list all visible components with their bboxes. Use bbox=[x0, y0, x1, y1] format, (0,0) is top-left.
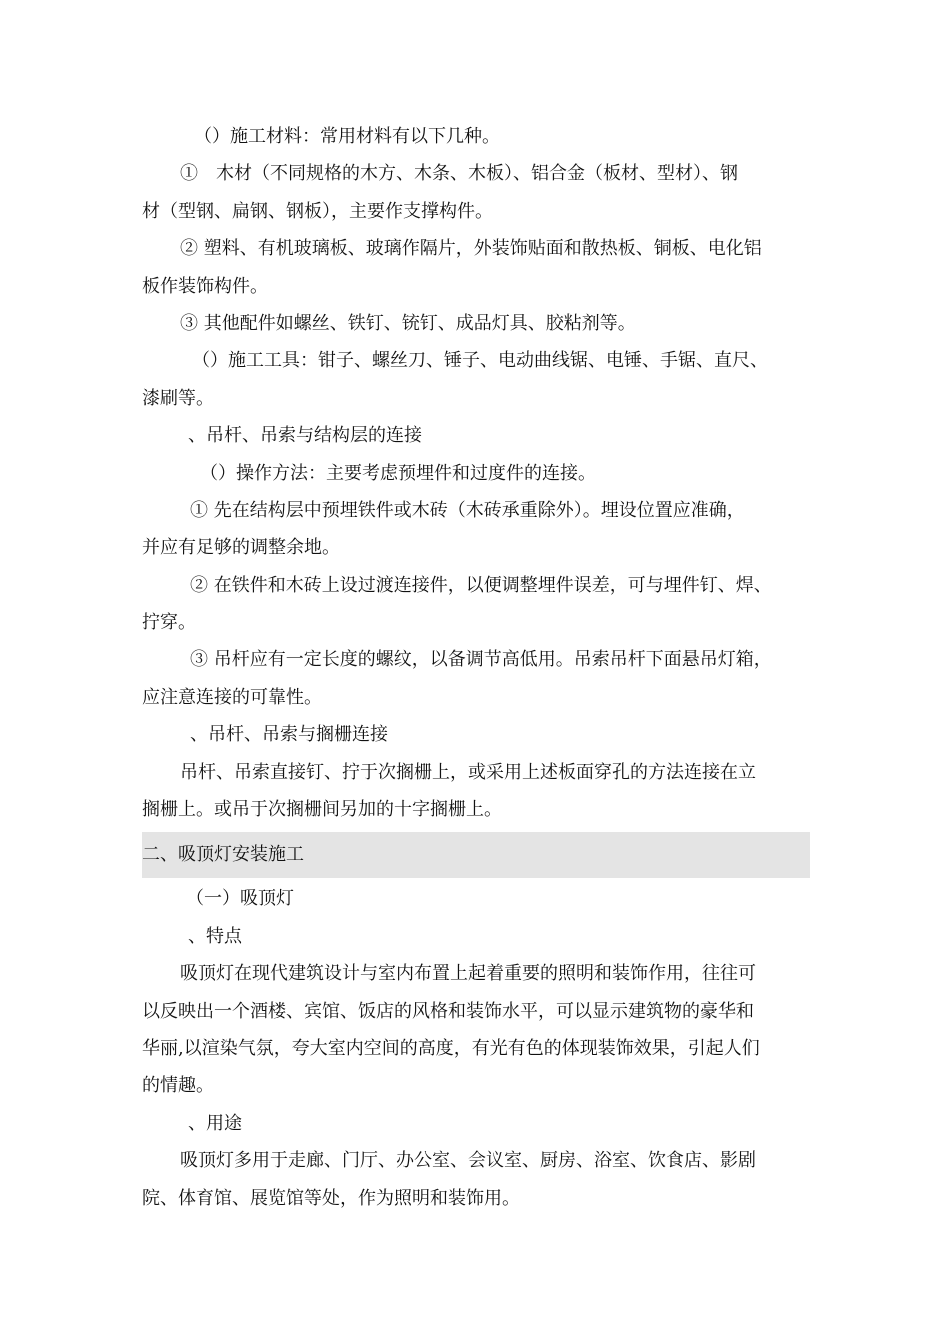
text-line: ③ 吊杆应有一定长度的螺纹，以备调节高低用。吊索吊杆下面悬吊灯箱， bbox=[190, 649, 772, 671]
section-heading: 二、吸顶灯安装施工 bbox=[142, 832, 810, 878]
text-line: ① 木材（不同规格的木方、木条、木板）、铝合金（板材、型材）、钢 bbox=[180, 163, 738, 185]
text-line: 漆刷等。 bbox=[142, 387, 214, 409]
text-line: 、用途 bbox=[188, 1112, 242, 1134]
text-line: ② 在铁件和木砖上设过渡连接件，以便调整埋件误差，可与埋件钉、焊、 bbox=[190, 574, 772, 596]
section-one-block bbox=[142, 118, 810, 828]
text-line: （一）吸顶灯 bbox=[186, 888, 294, 910]
text-line: 搁栅上。或吊于次搁栅间另加的十字搁栅上。 bbox=[142, 799, 502, 821]
text-line: 华丽,以渲染气氛，夸大室内空间的高度，有光有色的体现装饰效果，引起人们 bbox=[142, 1037, 760, 1059]
text-line: 的情趣。 bbox=[142, 1075, 214, 1097]
text-line: 、特点 bbox=[188, 925, 242, 947]
text-line: ① 先在结构层中预埋铁件或木砖（木砖承重除外）。埋设位置应准确， bbox=[190, 499, 745, 521]
text-line: 拧穿。 bbox=[142, 612, 196, 634]
text-line: 、吊杆、吊索与搁栅连接 bbox=[190, 724, 388, 746]
text-line: 吊杆、吊索直接钉、拧于次搁栅上，或采用上述板面穿孔的方法连接在立 bbox=[180, 761, 756, 783]
text-line: 吸顶灯在现代建筑设计与室内布置上起着重要的照明和装饰作用，往往可 bbox=[180, 963, 756, 985]
text-line: 、吊杆、吊索与结构层的连接 bbox=[188, 425, 422, 447]
text-line: 应注意连接的可靠性。 bbox=[142, 686, 322, 708]
text-line: 吸顶灯多用于走廊、门厅、办公室、会议室、厨房、浴室、饮食店、影剧 bbox=[180, 1150, 756, 1172]
text-line: 材（型钢、扁钢、钢板），主要作支撑构件。 bbox=[142, 200, 493, 222]
text-line: （）操作方法：主要考虑预埋件和过度件的连接。 bbox=[200, 462, 596, 484]
text-line: 院、体育馆、展览馆等处，作为照明和装饰用。 bbox=[142, 1187, 520, 1209]
text-line: 以反映出一个酒楼、宾馆、饭店的风格和装饰水平，可以显示建筑物的豪华和 bbox=[142, 1000, 754, 1022]
text-line: 板作装饰构件。 bbox=[142, 275, 268, 297]
text-line: （）施工工具：钳子、螺丝刀、锤子、电动曲线锯、电锤、手锯、直尺、 bbox=[192, 350, 768, 372]
text-line: ② 塑料、有机玻璃板、玻璃作隔片，外装饰贴面和散热板、铜板、电化铝 bbox=[180, 238, 762, 260]
text-line: 并应有足够的调整余地。 bbox=[142, 537, 340, 559]
section-two-block bbox=[142, 880, 810, 1217]
text-line: （）施工材料：常用材料有以下几种。 bbox=[194, 126, 500, 147]
document-body bbox=[142, 118, 810, 1217]
text-line: ③ 其他配件如螺丝、铁钉、铳钉、成品灯具、胶粘剂等。 bbox=[180, 312, 636, 334]
